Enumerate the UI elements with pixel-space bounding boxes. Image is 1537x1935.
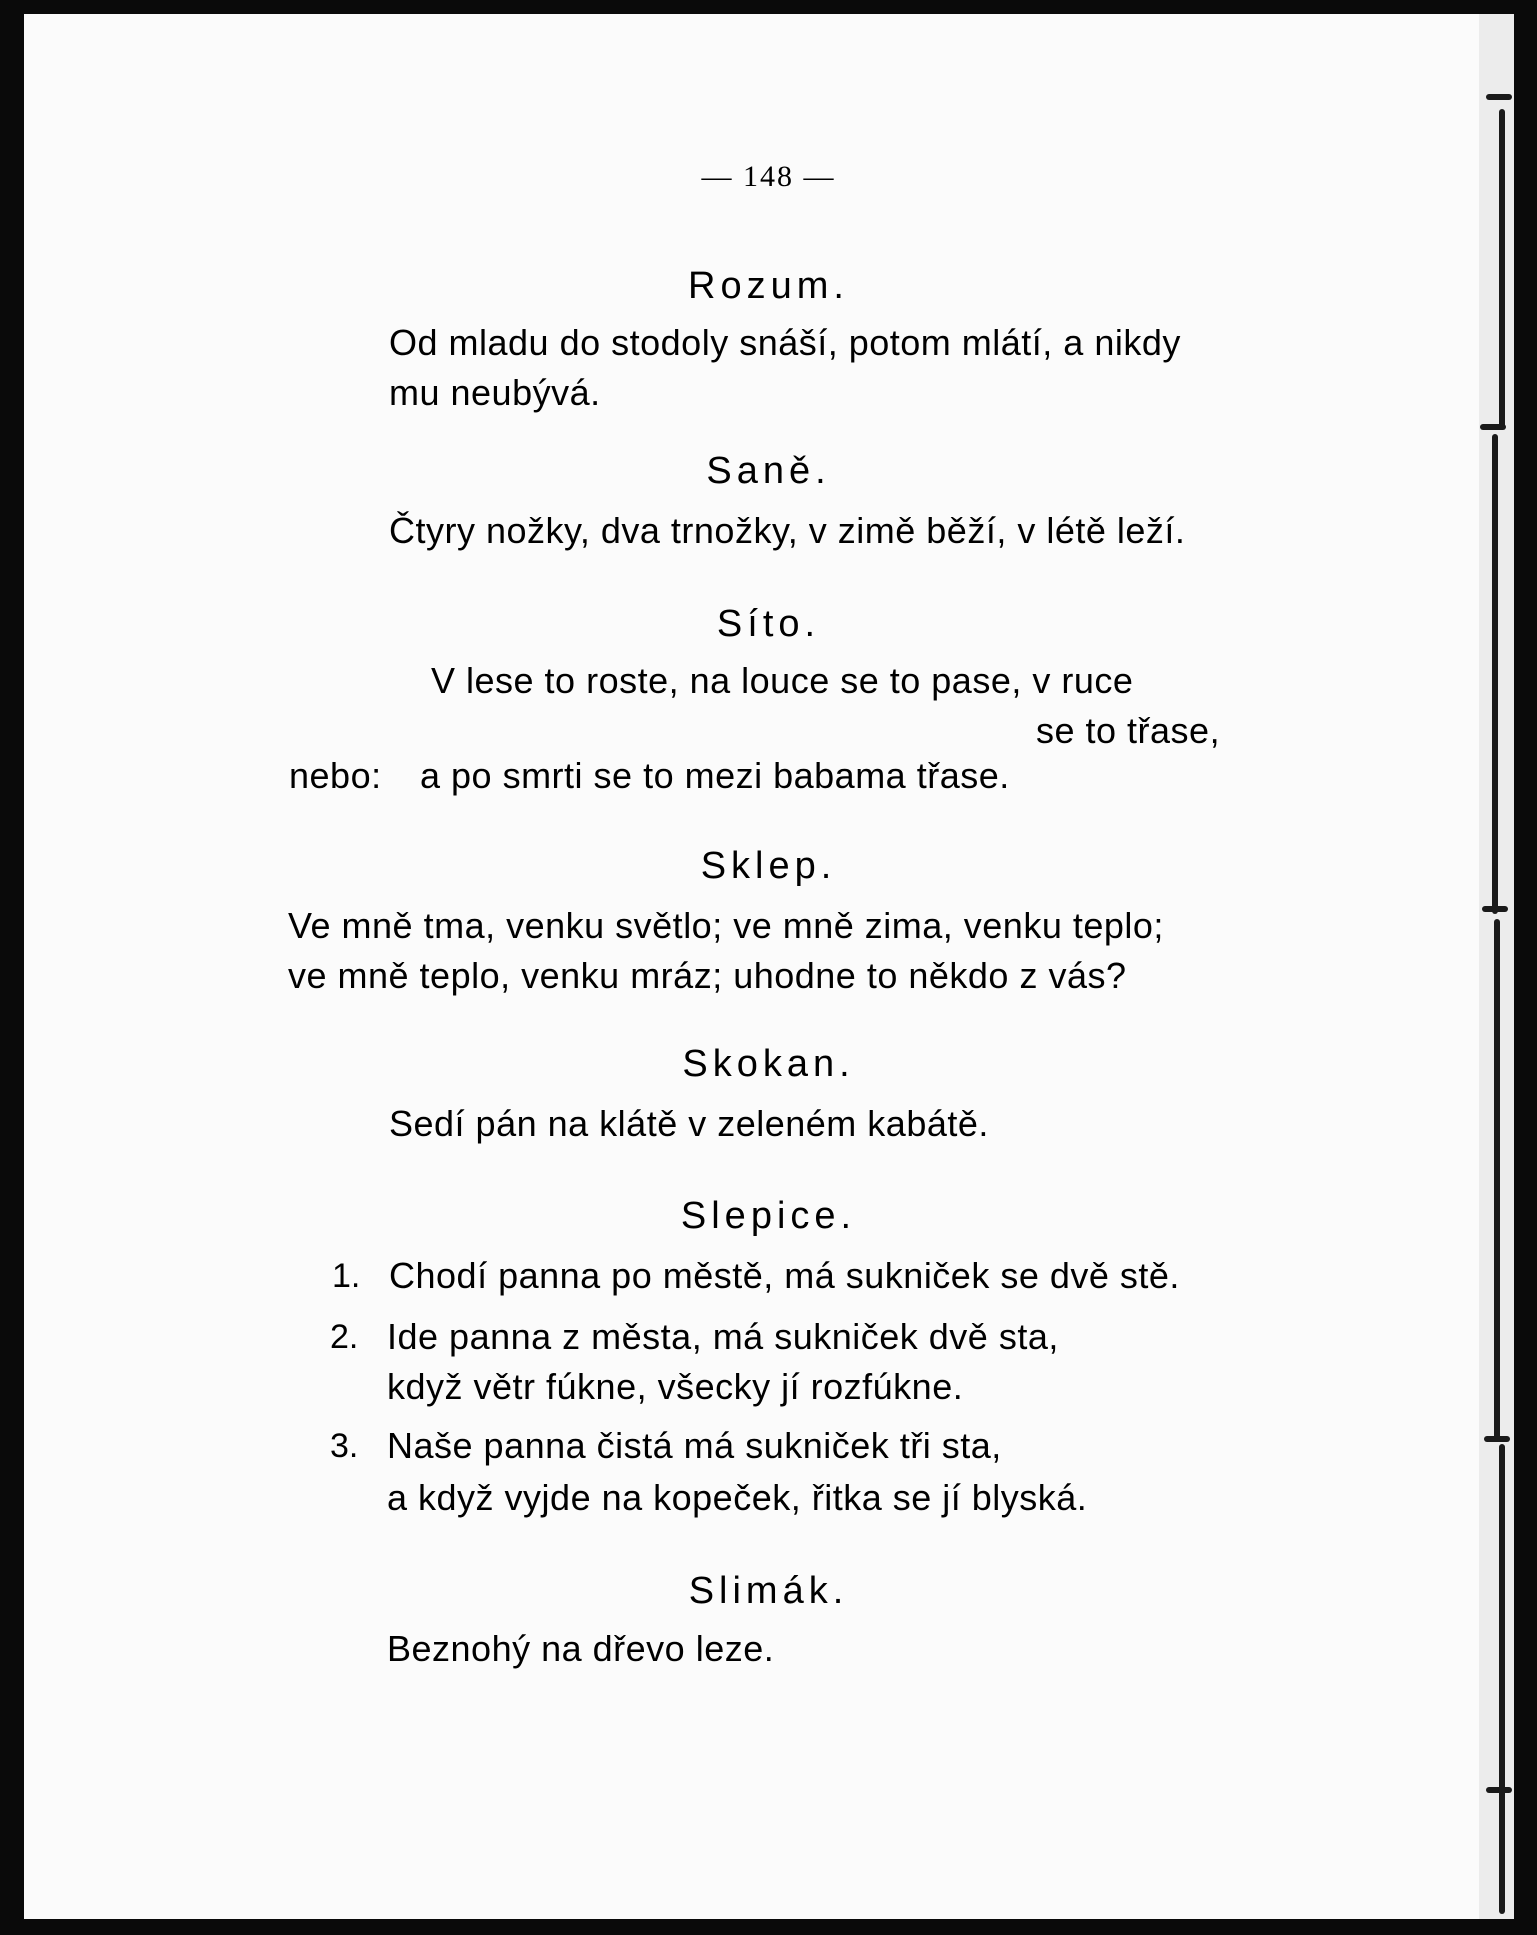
slepice-item-number: 2. xyxy=(330,1318,359,1356)
heading-skokan: Skokan. xyxy=(682,1043,855,1085)
heading-rozum: Rozum. xyxy=(688,265,849,307)
page-number: — 148 — xyxy=(701,160,836,193)
heading-sane: Saně. xyxy=(706,450,831,492)
margin-tick xyxy=(1480,424,1506,430)
slepice-item-number: 3. xyxy=(330,1427,359,1465)
slimak-line-1: Beznohý na dřevo leze. xyxy=(387,1628,775,1669)
sklep-line-1: Ve mně tma, venku světlo; ve mně zima, venku teplo; xyxy=(288,905,1164,946)
sito-line-3: a po smrti se to mezi babama třase. xyxy=(420,755,1010,796)
slepice-item-2-line-1: Ide panna z města, má sukniček dvě sta, xyxy=(387,1316,1059,1357)
slepice-item-3-line-1: Naše panna čistá má sukniček tři sta, xyxy=(387,1425,1002,1466)
margin-tick xyxy=(1484,1436,1510,1442)
rozum-line-2: mu neubývá. xyxy=(389,372,601,413)
sito-line-1: V lese to roste, na louce se to pase, v ruce xyxy=(431,660,1134,701)
heading-sito: Síto. xyxy=(716,603,821,645)
rozum-line-1: Od mladu do stodoly snáší, potom mlátí, a nikdy xyxy=(389,322,1181,363)
margin-rule xyxy=(1494,919,1500,1439)
margin-tick xyxy=(1486,94,1512,100)
sane-line-1: Čtyry nožky, dva trnožky, v zimě běží, v létě leží. xyxy=(389,510,1186,551)
skokan-line-1: Sedí pán na klátě v zeleném kabátě. xyxy=(389,1103,989,1144)
sito-line-2: se to třase, xyxy=(1036,710,1221,751)
heading-slimak: Slimák. xyxy=(688,1570,849,1612)
slepice-item-1-line-1: Chodí panna po městě, má sukniček se dvě stě. xyxy=(389,1255,1180,1296)
heading-slepice: Slepice. xyxy=(680,1195,857,1237)
heading-sklep: Sklep. xyxy=(700,845,837,887)
slepice-item-3-line-2: a když vyjde na kopeček, řitka se jí blyská. xyxy=(387,1477,1088,1518)
sklep-line-2: ve mně teplo, venku mráz; uhodne to někdo z vás? xyxy=(288,955,1127,996)
margin-rule xyxy=(1492,434,1498,914)
slepice-item-number: 1. xyxy=(332,1257,361,1295)
margin-rule xyxy=(1499,1444,1505,1914)
sito-prefix: nebo: xyxy=(289,755,382,796)
slepice-item-2-line-2: když větr fúkne, všecky jí rozfúkne. xyxy=(387,1366,964,1407)
margin-tick xyxy=(1486,1787,1512,1793)
margin-tick xyxy=(1482,906,1508,912)
